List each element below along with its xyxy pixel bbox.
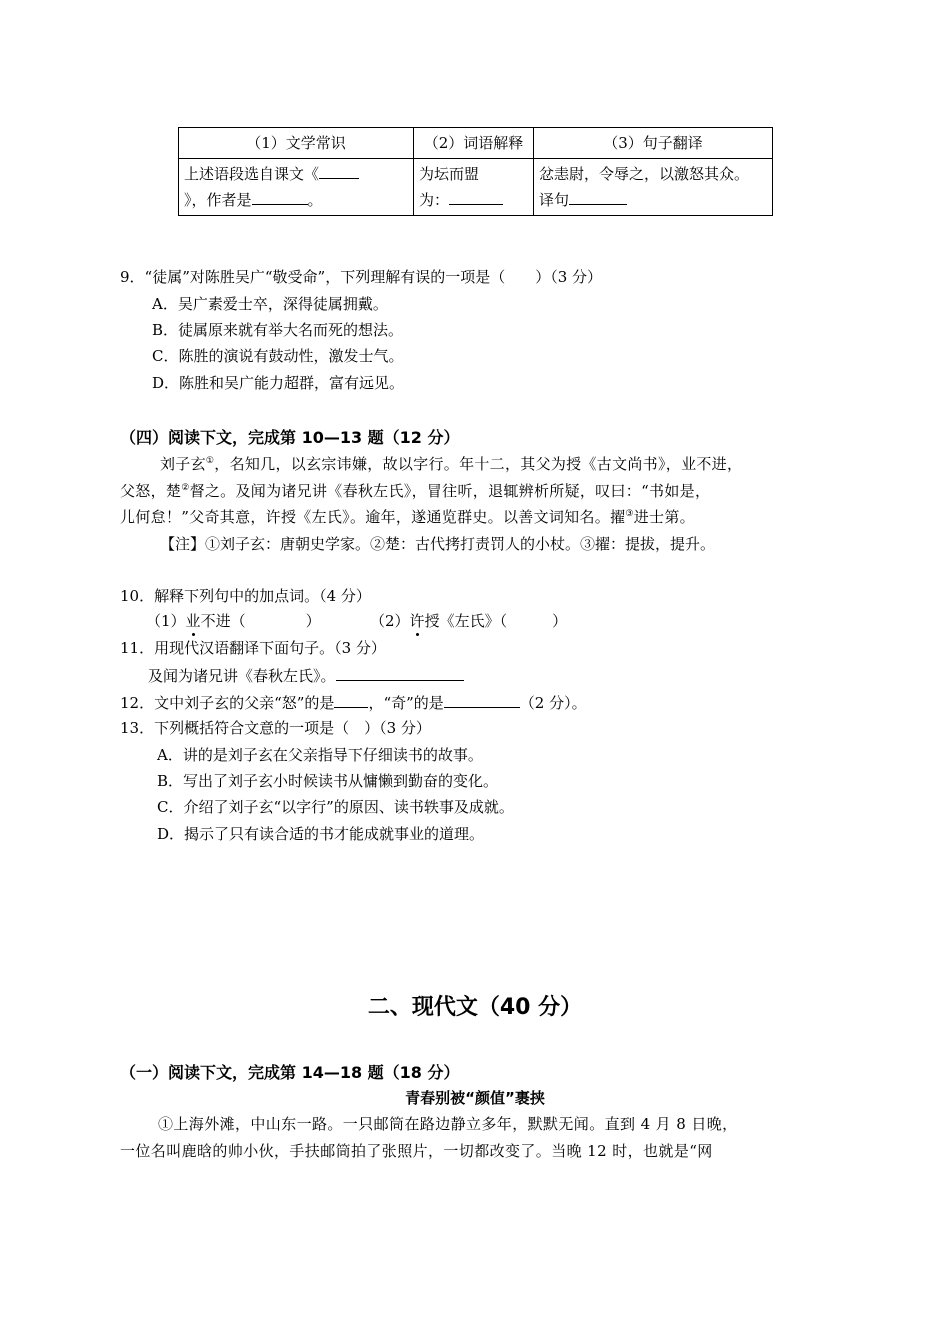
passage-line-2: 父怒，楚②督之。及闻为诸兄讲《春秋左氏》，冒往听，退辄辨析所疑，叹曰：“书如是， — [120, 482, 711, 500]
q11-sentence: 及闻为诸兄讲《春秋左氏》。 — [148, 664, 464, 686]
q13-option-c[interactable]: C．介绍了刘子玄“以字行”的原因、读书轶事及成就。 — [157, 798, 514, 816]
table-cell-translation: 忿恚尉，令辱之，以激怒其众。 译句 — [534, 159, 773, 216]
passage-note: 【注】①刘子玄：唐朝史学家。②楚：古代拷打责罚人的小杖。③擢：提拔，提升。 — [160, 535, 716, 553]
q9-option-d[interactable]: D．陈胜和吴广能力超群，富有远见。 — [152, 374, 405, 392]
q9-option-a[interactable]: A．吴广素爱士卒，深得徒属拥戴。 — [152, 295, 388, 313]
q13-option-a[interactable]: A．讲的是刘子玄在父亲指导下仔细读书的故事。 — [157, 746, 483, 764]
passage-line-3: 儿何怠！”父奇其意，许授《左氏》。逾年，遂通览群史。以善文词知名。擢③进士第。 — [120, 508, 695, 526]
q12-blank-2[interactable] — [444, 691, 520, 708]
table-cell-words: 为坛而盟 为： — [414, 159, 534, 216]
section4-heading: （四）阅读下文，完成第 10—13 题（12 分） — [120, 428, 460, 447]
table-header-translation: （3）句子翻译 — [534, 128, 773, 159]
blank-title[interactable] — [319, 162, 359, 179]
q9-option-c[interactable]: C．陈胜的演说有鼓动性，激发士气。 — [152, 347, 404, 365]
part2-subheading: （一）阅读下文，完成第 14—18 题（18 分） — [120, 1063, 460, 1082]
blank-author[interactable] — [252, 188, 308, 205]
blank-translation[interactable] — [569, 188, 627, 205]
q10-stem: 10．解释下列句中的加点词。（4 分） — [120, 587, 371, 605]
passage-line-1: 刘子玄①，名知几，以玄宗讳嫌，故以字行。年十二，其父为授《古文尚书》，业不进， — [160, 455, 743, 473]
q9-stem: 9．“徒属”对陈胜吴广“敬受命”，下列理解有误的一项是（ ）（3 分） — [120, 268, 603, 286]
q12-stem: 12．文中刘子玄的父亲“怒”的是 ，“奇”的是 （2 分）。 — [120, 691, 587, 713]
q9-option-b[interactable]: B．徒属原来就有举大名而死的想法。 — [152, 321, 404, 339]
article-line-2: 一位名叫鹿晗的帅小伙，手扶邮筒拍了张照片，一切都改变了。当晚 12 时，也就是“网 — [120, 1142, 713, 1160]
table-cell-literature: 上述语段选自课文《 》，作者是 。 — [179, 159, 414, 216]
article-title: 青春别被“颜值”裹挟 — [405, 1089, 545, 1107]
q13-option-d[interactable]: D．揭示了只有读合适的书才能成就事业的道理。 — [157, 825, 485, 843]
q11-answer-blank[interactable] — [336, 664, 464, 681]
q12-blank-1[interactable] — [334, 691, 368, 708]
q11-stem: 11．用现代汉语翻译下面句子。（3 分） — [120, 639, 386, 657]
table-header-literature: （1）文学常识 — [179, 128, 414, 159]
q10-item-1: （1）业不进（ ） — [146, 612, 321, 630]
q13-stem: 13．下列概括符合文意的一项是（ ）（3 分） — [120, 719, 431, 737]
article-line-1: ①上海外滩，中山东一路。一只邮筒在路边静立多年，默默无闻。直到 4 月 8 日晚， — [158, 1115, 738, 1133]
answer-table — [178, 127, 773, 216]
part2-title: 二、现代文（40 分） — [367, 995, 583, 1020]
q13-option-b[interactable]: B．写出了刘子玄小时候读书从慵懒到勤奋的变化。 — [157, 772, 499, 790]
blank-word[interactable] — [449, 188, 503, 205]
table-header-words: （2）词语解释 — [414, 128, 534, 159]
q10-item-2: （2）许授《左氏》（ ） — [370, 612, 568, 630]
